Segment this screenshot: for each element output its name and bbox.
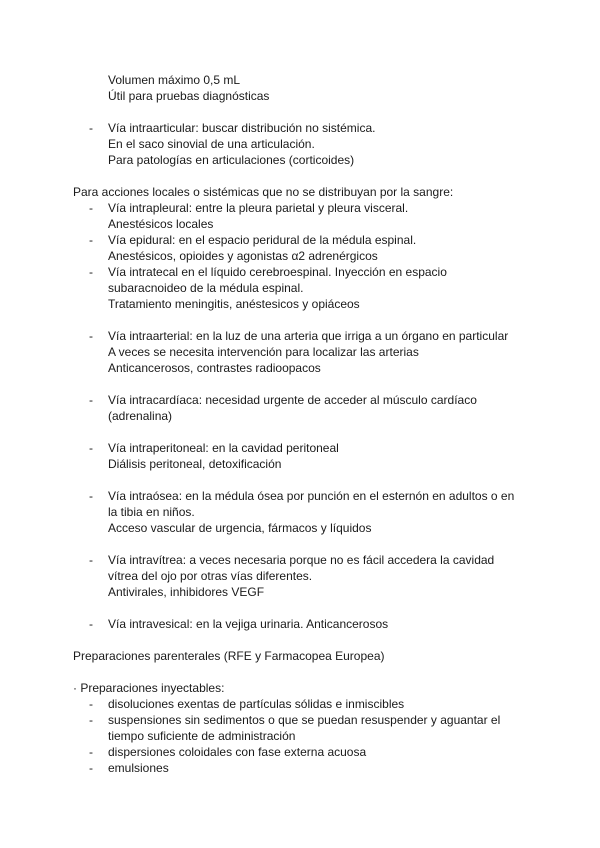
route-line: Vía intracardíaca: necesidad urgente de acceder al músculo cardíaco: [108, 393, 477, 407]
list-item: dispersiones coloidales con fase externa acuosa: [108, 745, 367, 759]
list-bullet: -: [89, 761, 93, 775]
list-item: emulsiones: [108, 761, 169, 775]
list-bullet: -: [89, 617, 93, 631]
route-line: Tratamiento meningitis, anéstesicos y opiáceos: [108, 297, 360, 311]
list-bullet: -: [89, 201, 93, 215]
route-line: Vía intratecal en el líquido cerebroespinal. Inyección en espacio: [108, 265, 447, 279]
section-heading: Para acciones locales o sistémicas que no se distribuyan por la sangre:: [73, 185, 454, 199]
list-item: suspensiones sin sedimentos o que se puedan resuspender y aguantar el: [108, 713, 501, 727]
list-bullet: -: [89, 553, 93, 567]
section-heading: Preparaciones parenterales (RFE y Farmacopea Europea): [73, 649, 385, 663]
route-line: la tibia en niños.: [108, 505, 195, 519]
list-bullet: -: [89, 441, 93, 455]
route-line: Anticancerosos, contrastes radioopacos: [108, 361, 321, 375]
list-bullet: -: [89, 697, 93, 711]
route-line: Vía intravesical: en la vejiga urinaria. Anticancerosos: [108, 617, 389, 631]
list-bullet: -: [89, 265, 93, 279]
route-line: subaracnoideo de la médula espinal.: [108, 281, 304, 295]
list-item: disoluciones exentas de partículas sólidas e inmiscibles: [108, 697, 405, 711]
route-line: En el saco sinovial de una articulación.: [108, 137, 315, 151]
route-line: Vía intraósea: en la médula ósea por punción en el esternón en adultos o en: [108, 489, 515, 503]
route-line: Vía intrapleural: entre la pleura parietal y pleura visceral.: [108, 201, 409, 215]
list-item: tiempo suficiente de administración: [108, 729, 296, 743]
route-line: Vía epidural: en el espacio peridural de la médula espinal.: [108, 233, 417, 247]
route-line: Vía intraperitoneal: en la cavidad peritoneal: [108, 441, 339, 455]
route-line: Diálisis peritoneal, detoxificación: [108, 457, 282, 471]
list-bullet: -: [89, 713, 93, 727]
list-bullet: -: [89, 329, 93, 343]
list-bullet: -: [89, 745, 93, 759]
route-line: Vía intraarterial: en la luz de una arteria que irriga a un órgano en particular: [108, 329, 509, 343]
route-line: Vía intraarticular: buscar distribución no sistémica.: [108, 121, 376, 135]
route-line: Anestésicos, opioides y agonistas α2 adrenérgicos: [108, 249, 378, 263]
route-line: Vía intravítrea: a veces necesaria porque no es fácil accedera la cavidad: [108, 553, 495, 567]
route-line: vítrea del ojo por otras vías diferentes.: [108, 569, 313, 583]
list-bullet: -: [89, 489, 93, 503]
route-line: Antivirales, inhibidores VEGF: [108, 585, 265, 599]
route-line: Anestésicos locales: [108, 217, 214, 231]
route-line: (adrenalina): [108, 409, 173, 423]
intro-line: Volumen máximo 0,5 mL: [108, 73, 241, 87]
route-line: A veces se necesita intervención para localizar las arterias: [108, 345, 419, 359]
list-bullet: -: [89, 233, 93, 247]
subsection-heading: · Preparaciones inyectables:: [73, 681, 225, 695]
route-line: Para patologías en articulaciones (corticoides): [108, 153, 355, 167]
list-bullet: -: [89, 121, 93, 135]
list-bullet: -: [89, 393, 93, 407]
route-line: Acceso vascular de urgencia, fármacos y líquidos: [108, 521, 372, 535]
intro-line: Útil para pruebas diagnósticas: [108, 89, 270, 103]
